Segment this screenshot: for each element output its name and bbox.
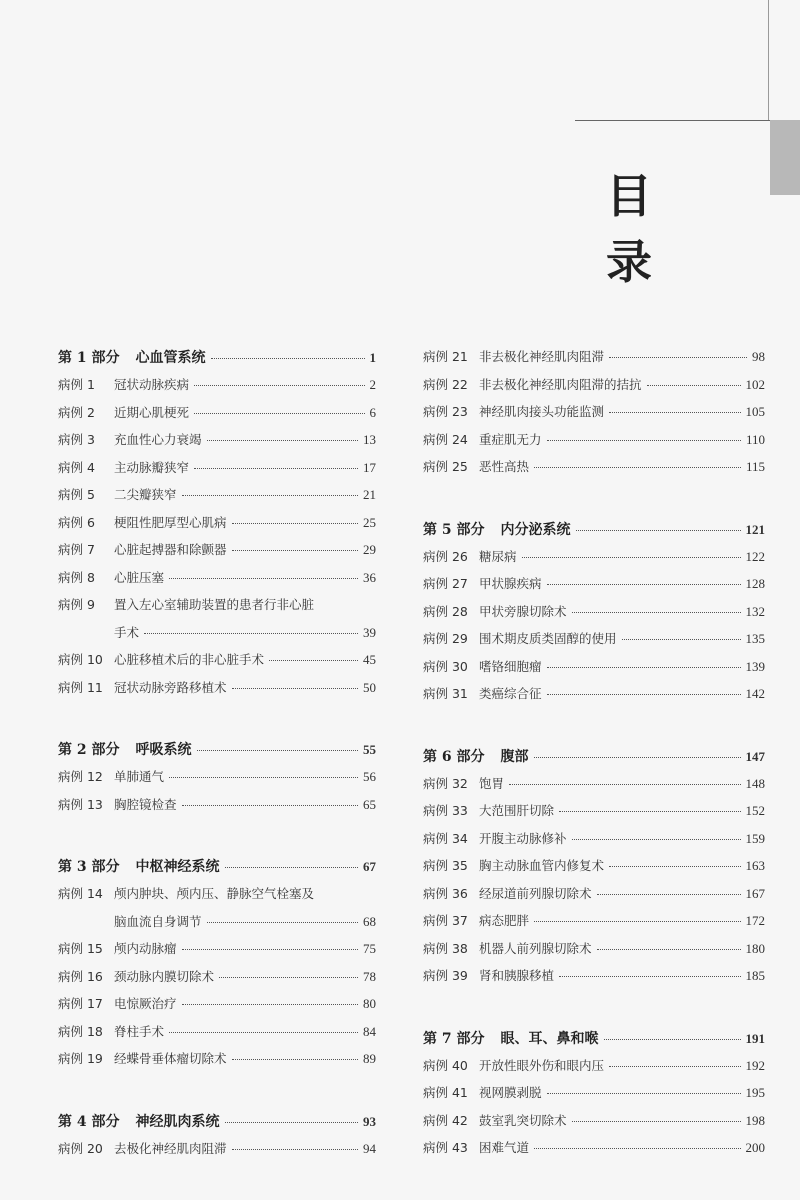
case-title: 单肺通气 [114, 769, 165, 784]
toc-case-entry[interactable] [423, 966, 765, 994]
case-number: 病例 29 [423, 631, 468, 646]
case-number: 病例 38 [423, 940, 468, 956]
case-title-continued: 脑血流自身调节 [114, 913, 202, 929]
page-number: 132 [745, 603, 765, 619]
dot-leader [559, 976, 740, 977]
case-number: 病例 21 [423, 349, 468, 364]
toc-case-entry[interactable] [58, 403, 376, 431]
page-number: 198 [745, 1112, 765, 1128]
toc-case-entry[interactable] [423, 657, 765, 685]
case-title: 冠状动脉疾病 [114, 377, 190, 392]
page-number: 65 [363, 796, 376, 812]
dot-leader [534, 921, 740, 922]
dot-leader [197, 750, 359, 751]
page-number: 110 [745, 431, 765, 447]
case-number: 病例 40 [423, 1057, 468, 1073]
dot-leader [225, 1122, 359, 1123]
dot-leader [597, 894, 741, 895]
case-number: 病例 12 [58, 769, 103, 784]
dot-leader [609, 412, 740, 413]
page-number: 29 [363, 542, 376, 557]
toc-column-left [58, 347, 376, 1166]
toc-case-entry[interactable] [423, 1111, 765, 1139]
page-number: 93 [363, 1113, 376, 1129]
case-number: 病例 11 [58, 679, 103, 695]
dot-leader [609, 866, 740, 867]
case-title: 胸主动脉血管内修复术 [479, 858, 605, 873]
case-number: 病例 37 [423, 913, 468, 928]
part-number: 第 7 部分 [423, 1030, 485, 1047]
toc-part-entry[interactable] [58, 347, 376, 375]
case-number: 病例 22 [423, 376, 468, 392]
part-number: 第 6 部分 [423, 748, 485, 765]
dot-leader [647, 385, 741, 386]
toc-case-entry[interactable] [58, 939, 376, 967]
case-number: 病例 28 [423, 603, 468, 619]
case-title: 甲状腺疾病 [479, 576, 542, 591]
toc-part-entry[interactable] [423, 519, 765, 547]
case-number: 病例 33 [423, 803, 468, 818]
dot-leader [534, 467, 741, 468]
page-number: 75 [363, 941, 376, 956]
page-number: 13 [363, 432, 376, 447]
toc-case-entry[interactable] [58, 767, 376, 795]
dot-leader [534, 1148, 740, 1149]
page-number: 68 [363, 913, 376, 929]
corner-divider-horizontal [575, 120, 800, 121]
case-title: 开腹主动脉修补 [479, 830, 567, 846]
toc-case-entry[interactable] [58, 795, 376, 823]
case-title: 开放性眼外伤和眼内压 [479, 1057, 605, 1073]
case-number: 病例 14 [58, 886, 103, 901]
toc-case-entry[interactable] [423, 939, 765, 967]
toc-part-entry[interactable] [58, 739, 376, 767]
section-gap [423, 712, 765, 746]
page-number: 139 [745, 658, 765, 674]
toc-case-entry[interactable] [58, 884, 376, 939]
dot-leader [194, 413, 364, 414]
dot-leader [597, 949, 741, 950]
page-number: 200 [745, 1140, 765, 1155]
page-number: 172 [745, 913, 765, 928]
case-number: 病例 42 [423, 1112, 468, 1128]
case-number: 病例 15 [58, 941, 103, 956]
case-title: 机器人前列腺切除术 [479, 940, 592, 956]
page-number: 147 [745, 748, 765, 764]
dot-leader [225, 867, 359, 868]
page-number: 122 [745, 548, 765, 564]
page-number: 195 [745, 1085, 765, 1100]
case-title: 非去极化神经肌肉阻滞 [479, 349, 605, 364]
case-title: 心脏起搏器和除颤器 [114, 542, 227, 557]
case-number: 病例 8 [58, 569, 95, 585]
page-number: 121 [745, 521, 765, 537]
page-number: 1 [369, 350, 376, 365]
page-number: 191 [745, 1030, 765, 1046]
case-number: 病例 41 [423, 1085, 468, 1100]
toc-case-entry[interactable] [58, 458, 376, 486]
toc-case-entry[interactable] [423, 911, 765, 939]
dot-leader [232, 550, 358, 551]
case-number: 病例 4 [58, 459, 95, 475]
case-title-continued: 手术 [114, 624, 140, 640]
page-number: 105 [745, 404, 765, 419]
page-number: 180 [745, 940, 765, 956]
case-title: 颈动脉内膜切除术 [114, 968, 215, 984]
dot-leader [182, 805, 358, 806]
dot-leader [211, 358, 365, 359]
case-number: 病例 20 [58, 1140, 103, 1156]
dot-leader [622, 639, 741, 640]
page-number: 84 [363, 1023, 376, 1039]
page-number: 192 [745, 1057, 765, 1073]
dot-leader [182, 949, 358, 950]
case-number: 病例 32 [423, 775, 468, 791]
toc-case-entry[interactable] [423, 884, 765, 912]
case-number: 病例 30 [423, 658, 468, 674]
dot-leader [547, 694, 741, 695]
case-title: 甲状旁腺切除术 [479, 603, 567, 619]
toc-part-entry[interactable] [423, 1028, 765, 1056]
dot-leader [144, 633, 358, 634]
page-number: 163 [745, 858, 765, 873]
part-number: 第 1 部分 [58, 350, 120, 366]
page-number: 50 [363, 679, 376, 695]
case-title: 冠状动脉旁路移植术 [114, 679, 227, 695]
case-number: 病例 26 [423, 548, 468, 564]
part-title: 腹部 [500, 748, 529, 765]
page-number: 185 [745, 968, 765, 983]
case-title: 梗阻性肥厚型心肌病 [114, 514, 227, 530]
case-number: 病例 39 [423, 968, 468, 983]
toc-case-entry[interactable] [423, 402, 765, 430]
dot-leader [219, 977, 358, 978]
part-number: 第 5 部分 [423, 521, 485, 538]
case-number: 病例 17 [58, 996, 103, 1011]
page-number: 148 [745, 775, 765, 791]
toc-case-entry[interactable] [58, 967, 376, 995]
dot-leader [604, 1039, 741, 1040]
case-number: 病例 9 [58, 597, 95, 612]
page-number: 80 [363, 996, 376, 1011]
case-title: 大范围肝切除 [479, 803, 555, 818]
toc-case-entry[interactable] [423, 1083, 765, 1111]
dot-leader [572, 1121, 741, 1122]
toc-case-entry[interactable] [423, 1056, 765, 1084]
part-title: 心血管系统 [135, 350, 206, 366]
dot-leader [232, 1149, 358, 1150]
toc-part-entry[interactable] [58, 856, 376, 884]
case-title: 神经肌肉接头功能监测 [479, 404, 605, 419]
case-title: 肾和胰腺移植 [479, 968, 555, 983]
dot-leader [572, 612, 741, 613]
part-title: 中枢神经系统 [135, 859, 220, 875]
toc-part-entry[interactable] [423, 746, 765, 774]
toc-case-entry[interactable] [423, 602, 765, 630]
corner-divider-vertical [768, 0, 769, 120]
page-number: 55 [363, 742, 376, 757]
toc-case-entry[interactable] [423, 829, 765, 857]
case-title: 困难气道 [479, 1140, 530, 1155]
page-number: 45 [363, 652, 376, 667]
dot-leader [232, 688, 358, 689]
case-number: 病例 7 [58, 542, 95, 557]
toc-case-entry[interactable] [58, 430, 376, 458]
dot-leader [576, 530, 741, 531]
toc-case-entry[interactable] [58, 994, 376, 1022]
toc-case-entry[interactable] [58, 1049, 376, 1077]
case-number: 病例 19 [58, 1051, 103, 1066]
case-number: 病例 34 [423, 830, 468, 846]
toc-case-entry[interactable] [423, 801, 765, 829]
section-gap [423, 994, 765, 1028]
case-number: 病例 5 [58, 487, 95, 502]
toc-case-entry[interactable] [58, 1139, 376, 1167]
case-title: 经蝶骨垂体瘤切除术 [114, 1051, 227, 1066]
page-number: 167 [745, 885, 765, 901]
toc-part-entry[interactable] [58, 1111, 376, 1139]
case-title: 经尿道前列腺切除术 [479, 885, 592, 901]
part-title: 眼、耳、鼻和喉 [500, 1030, 599, 1047]
part-number: 第 4 部分 [58, 1113, 120, 1130]
page-number: 89 [363, 1051, 376, 1066]
dot-leader [169, 777, 358, 778]
case-title: 二尖瓣狭窄 [114, 487, 177, 502]
case-title: 脊柱手术 [114, 1023, 165, 1039]
toc-case-entry[interactable] [423, 457, 765, 485]
part-number: 第 2 部分 [58, 742, 120, 758]
page-number: 6 [369, 404, 376, 420]
part-title: 呼吸系统 [135, 742, 192, 758]
dot-leader [194, 468, 358, 469]
toc-case-entry[interactable] [58, 568, 376, 596]
toc-case-entry[interactable] [423, 375, 765, 403]
page-number: 102 [745, 376, 765, 392]
page-number: 128 [745, 576, 765, 591]
toc-case-entry[interactable] [58, 540, 376, 568]
page-number: 152 [745, 803, 765, 818]
toc-case-entry[interactable] [423, 629, 765, 657]
case-number: 病例 3 [58, 432, 95, 447]
case-title: 置入左心室辅助装置的患者行非心脏 [114, 597, 315, 612]
section-gap [423, 485, 765, 519]
dot-leader [269, 660, 358, 661]
case-title: 视网膜剥脱 [479, 1085, 542, 1100]
toc-case-entry[interactable] [58, 1022, 376, 1050]
case-title: 近期心肌梗死 [114, 404, 190, 420]
case-title: 围术期皮质类固醇的使用 [479, 631, 617, 646]
case-title: 心脏移植术后的非心脏手术 [114, 652, 265, 667]
page-number: 115 [745, 459, 765, 474]
page-number: 98 [752, 349, 765, 364]
case-number: 病例 2 [58, 404, 95, 420]
page-number: 25 [363, 514, 376, 530]
page-number: 94 [363, 1140, 376, 1156]
case-title: 糖尿病 [479, 548, 517, 564]
toc-case-entry[interactable] [423, 430, 765, 458]
case-title: 恶性高热 [479, 459, 530, 474]
page-number: 159 [745, 830, 765, 846]
case-title: 饱胃 [479, 775, 505, 791]
toc-case-entry[interactable] [423, 684, 765, 712]
dot-leader [547, 440, 741, 441]
case-number: 病例 18 [58, 1023, 103, 1039]
page-number: 21 [363, 487, 376, 502]
dot-leader [609, 1066, 740, 1067]
dot-leader [169, 578, 358, 579]
case-title: 去极化神经肌肉阻滞 [114, 1140, 227, 1156]
case-number: 病例 31 [423, 686, 468, 701]
case-title: 颅内肿块、颅内压、静脉空气栓塞及 [114, 886, 315, 901]
page-number: 142 [745, 686, 765, 701]
toc-case-entry[interactable] [423, 574, 765, 602]
page-number: 67 [363, 859, 376, 874]
dot-leader [232, 1059, 358, 1060]
case-number: 病例 35 [423, 858, 468, 873]
toc-case-entry[interactable] [58, 678, 376, 706]
dot-leader [207, 922, 358, 923]
case-number: 病例 43 [423, 1140, 468, 1155]
case-number: 病例 25 [423, 459, 468, 474]
section-gap [58, 822, 376, 856]
dot-leader [572, 839, 741, 840]
dot-leader [547, 667, 741, 668]
section-gap [58, 1077, 376, 1111]
case-title: 颅内动脉瘤 [114, 941, 177, 956]
toc-case-entry[interactable] [423, 347, 765, 375]
case-number: 病例 27 [423, 576, 468, 591]
case-number: 病例 16 [58, 968, 103, 984]
toc-case-entry[interactable] [423, 1138, 765, 1166]
page-number: 2 [369, 377, 376, 392]
page-number: 78 [363, 968, 376, 984]
dot-leader [522, 557, 741, 558]
dot-leader [509, 784, 740, 785]
page-number: 36 [363, 569, 376, 585]
case-title: 心脏压塞 [114, 569, 165, 585]
case-number: 病例 24 [423, 431, 468, 447]
section-gap [58, 705, 376, 739]
dot-leader [232, 523, 358, 524]
dot-leader [182, 495, 358, 496]
dot-leader [534, 757, 741, 758]
toc-case-entry[interactable] [423, 547, 765, 575]
case-title: 嗜铬细胞瘤 [479, 658, 542, 674]
part-title: 内分泌系统 [500, 521, 571, 538]
case-title: 病态肥胖 [479, 913, 530, 928]
case-number: 病例 6 [58, 514, 95, 530]
toc-case-entry[interactable] [423, 774, 765, 802]
part-number: 第 3 部分 [58, 859, 120, 875]
page-number: 39 [363, 624, 376, 640]
dot-leader [547, 1093, 741, 1094]
case-title: 胸腔镜检查 [114, 796, 177, 812]
case-title: 重症肌无力 [479, 431, 542, 447]
case-number: 病例 1 [58, 377, 95, 392]
dot-leader [207, 440, 358, 441]
dot-leader [547, 584, 741, 585]
toc-case-entry[interactable] [58, 485, 376, 513]
dot-leader [194, 385, 364, 386]
case-title: 鼓室乳突切除术 [479, 1112, 567, 1128]
page-title: 目 录 [606, 169, 682, 289]
case-title: 非去极化神经肌肉阻滞的拮抗 [479, 376, 642, 392]
toc-case-entry[interactable] [423, 856, 765, 884]
dot-leader [169, 1032, 358, 1033]
case-number: 病例 10 [58, 652, 103, 667]
toc-case-entry[interactable] [58, 375, 376, 403]
case-title: 充血性心力衰竭 [114, 432, 202, 447]
toc-case-entry[interactable] [58, 650, 376, 678]
toc-case-entry[interactable] [58, 513, 376, 541]
page-number: 56 [363, 769, 376, 784]
dot-leader [559, 811, 740, 812]
case-number: 病例 36 [423, 885, 468, 901]
dot-leader [182, 1004, 358, 1005]
case-number: 病例 23 [423, 404, 468, 419]
toc-case-entry[interactable] [58, 595, 376, 650]
toc-column-right [423, 347, 765, 1166]
case-title: 类癌综合征 [479, 686, 542, 701]
page-number: 135 [745, 631, 765, 646]
part-title: 神经肌肉系统 [135, 1113, 220, 1130]
case-title: 主动脉瓣狭窄 [114, 459, 190, 475]
page-number: 17 [363, 459, 376, 475]
case-number: 病例 13 [58, 796, 103, 812]
case-title: 电惊厥治疗 [114, 996, 177, 1011]
dot-leader [609, 357, 747, 358]
